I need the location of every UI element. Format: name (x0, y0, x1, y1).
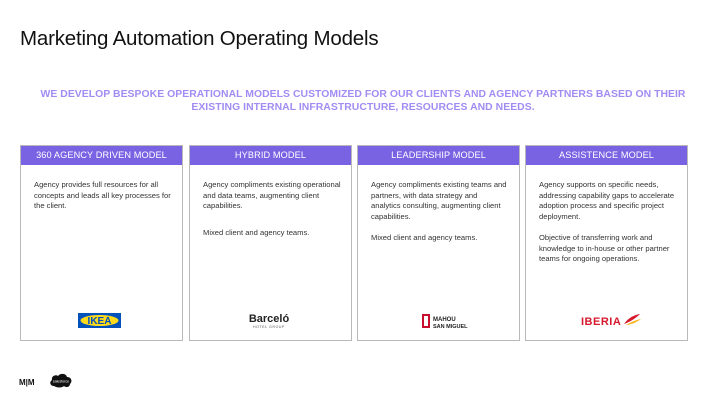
card-body (526, 165, 687, 265)
card-paragraph: Agency provides full resources for all concepts and leads all key processes for the client. (34, 180, 171, 211)
card-body (21, 165, 182, 212)
salesforce-logo (49, 372, 73, 394)
card-paragraph: Agency supports on specific needs, addressing capability gaps to accelerate adoption process and specific project deployment. (539, 180, 675, 221)
card-paragraph: Agency compliments existing operational and data teams, augmenting client capabilities. (203, 180, 341, 211)
iberia-logo (526, 312, 687, 330)
mahou-san-miguel-logo (358, 312, 519, 330)
card-paragraph: Objective of transferring work and knowledge to in-house or other partner teams for ongoing operations. (539, 232, 670, 264)
barcelo-logo (190, 312, 351, 330)
mahou-logo-subtext: SAN MIGUEL (433, 324, 468, 330)
barcelo-logo-text: Barceló (248, 313, 290, 325)
card-body (358, 165, 519, 244)
model-card-assistence (525, 145, 688, 341)
card-header: HYBRID MODEL (190, 146, 351, 165)
salesforce-logo-text: salesforce (52, 379, 70, 384)
mahou-logo-text: MAHOU (433, 317, 456, 323)
mm-logo (19, 375, 41, 393)
ikea-logo-text: IKEA (87, 316, 112, 327)
card-body (190, 165, 351, 238)
card-header: ASSISTENCE MODEL (526, 146, 687, 165)
mm-logo-text: M|M (19, 378, 35, 387)
card-header: LEADERSHIP MODEL (358, 146, 519, 165)
page-title: Marketing Automation Operating Models (20, 27, 379, 50)
card-paragraph: Mixed client and agency teams. (203, 227, 310, 237)
model-card-hybrid (189, 145, 352, 341)
subtitle: WE DEVELOP BESPOKE OPERATIONAL MODELS CUSTOMIZED FOR OUR CLIENTS AND AGENCY PARTNERS BASED ON THEIR EXISTING INTERNAL INFRASTRUCTURE, RESOURCES AND NEEDS. (40, 89, 686, 113)
card-paragraph: Agency compliments existing teams and partners, with data strategy and analytics consulting, augmenting client capabilities. (371, 180, 507, 221)
iberia-logo-text: IBERIA (581, 316, 622, 328)
barcelo-logo-subtext: HOTEL GROUP (253, 325, 285, 329)
model-card-leadership (357, 145, 520, 341)
card-header: 360 AGENCY DRIVEN MODEL (21, 146, 182, 165)
model-card-360-agency (20, 145, 183, 341)
card-paragraph: Mixed client and agency teams. (371, 232, 478, 242)
ikea-logo (21, 312, 182, 330)
